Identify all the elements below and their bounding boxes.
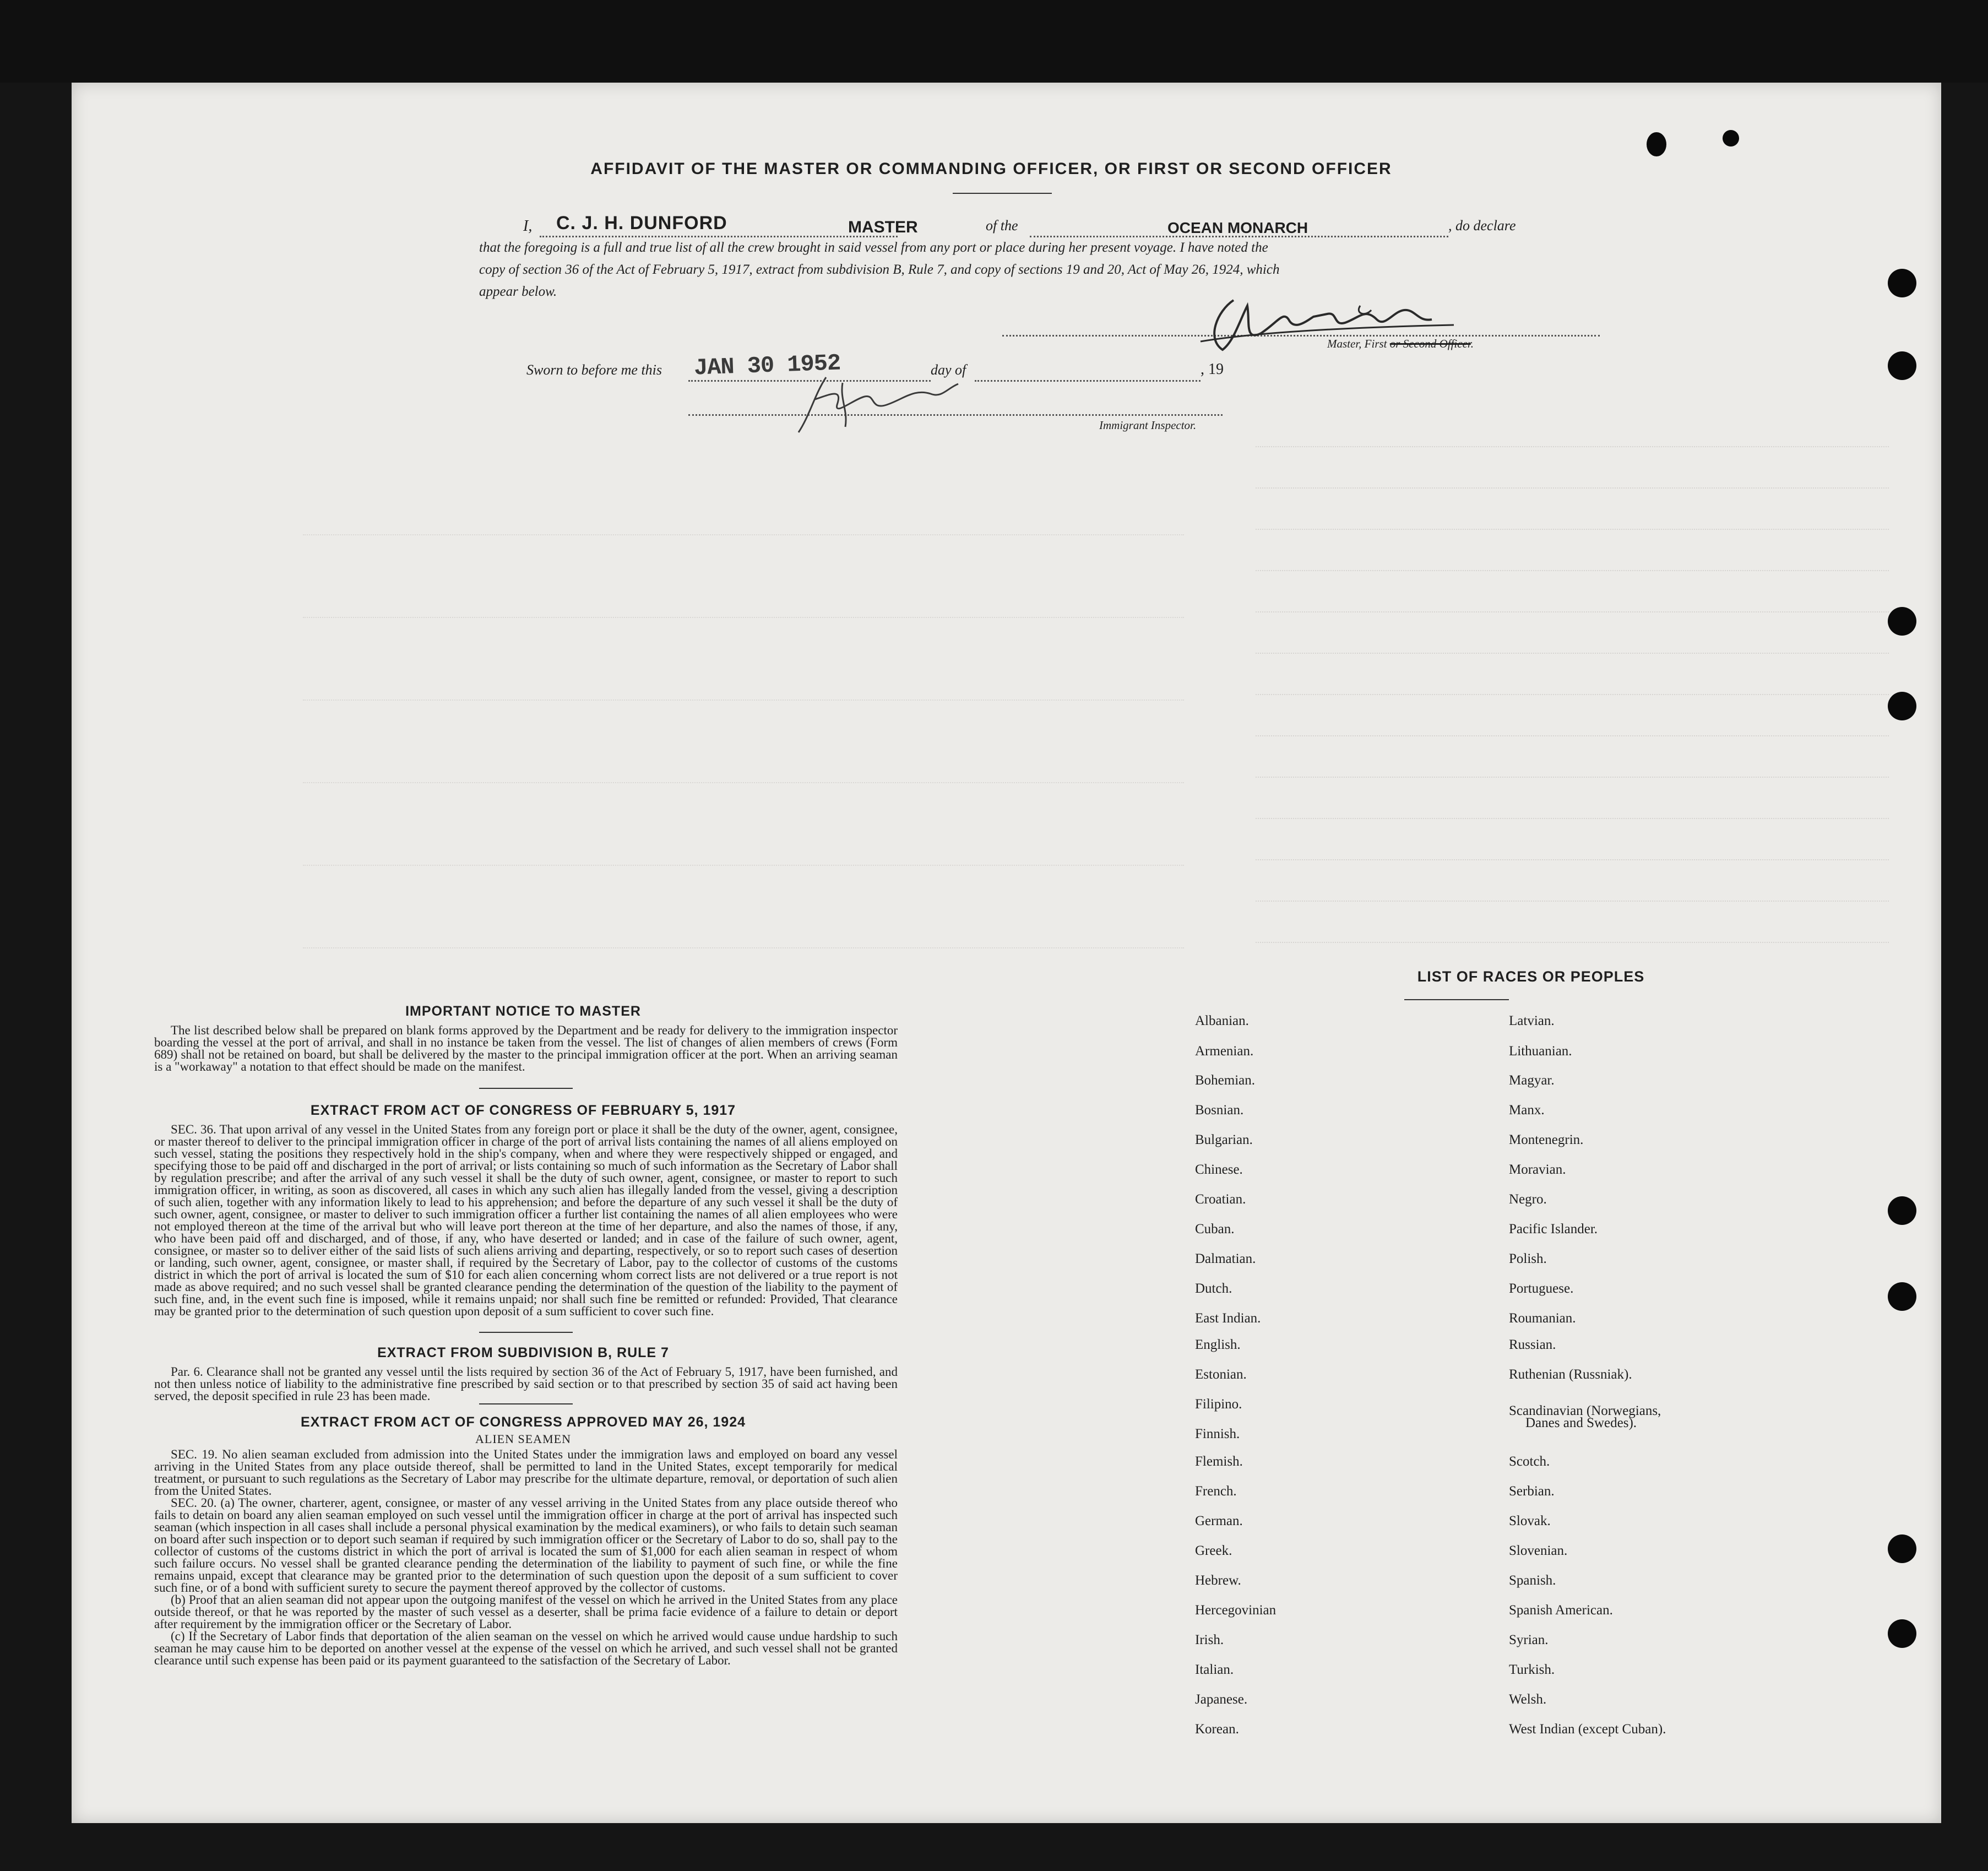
race-item: Finnish. <box>1195 1427 1240 1441</box>
race-item: Serbian. <box>1509 1484 1555 1499</box>
caption-struck: or Second Officer <box>1389 337 1471 350</box>
race-item: East Indian. <box>1195 1311 1261 1326</box>
race-item: Japanese. <box>1195 1692 1248 1707</box>
race-item: English. <box>1195 1337 1241 1352</box>
race-item: Spanish. <box>1509 1573 1556 1588</box>
race-item: Spanish American. <box>1509 1603 1613 1618</box>
date-stamp: JAN 30 1952 <box>693 350 841 382</box>
race-item: Polish. <box>1509 1251 1547 1266</box>
extract-1917-body <box>154 1124 898 1317</box>
punch-hole <box>1888 692 1916 720</box>
race-item: Bulgarian. <box>1195 1132 1253 1147</box>
race-item: Italian. <box>1195 1662 1234 1677</box>
race-item: Irish. <box>1195 1633 1224 1647</box>
day-of-label: day of <box>931 362 966 378</box>
race-item: German. <box>1195 1514 1243 1528</box>
punch-hole <box>1888 1619 1916 1648</box>
year-label: , 19 <box>1201 361 1224 378</box>
race-item: Bohemian. <box>1195 1073 1256 1088</box>
affidavit-pronoun: I, <box>523 218 533 235</box>
divider <box>953 193 1052 194</box>
extract-1924-title: EXTRACT FROM ACT OF CONGRESS APPROVED MAY 26, 1924 <box>300 1414 746 1430</box>
vessel-name: OCEAN MONARCH <box>1167 219 1308 236</box>
race-item: Montenegrin. <box>1509 1132 1584 1147</box>
extract-rule7-body <box>154 1366 898 1402</box>
divider <box>479 1088 573 1089</box>
race-item: Scandinavian (Norwegians, <box>1509 1403 1661 1418</box>
race-item: Dalmatian. <box>1195 1251 1256 1266</box>
signature-caption <box>1327 337 1474 351</box>
officer-name: C. J. H. DUNFORD <box>556 213 727 234</box>
race-item: West Indian (except Cuban). <box>1509 1722 1666 1737</box>
race-item: Welsh. <box>1509 1692 1547 1707</box>
do-declare-label: , do declare <box>1448 218 1516 234</box>
document-page <box>72 83 1941 1823</box>
section-20b-text: (b) Proof that an alien seaman did not appear upon the outgoing manifest of the vessel on which he arrived in the United States from any place outside thereof, or that he was reported by the master of such vessel as a deserter, shall be prima facie evidence of a failure to detain or deport after requirement by the immigration officer or the Secretary of Labor. <box>154 1593 898 1631</box>
section-20c-text: (c) If the Secretary of Labor finds that deportation of the alien seaman on the vessel on which he arrived would cause undue hardship to such seaman he may cause him to be deported on another vessel at the expense of the vessel on which he arrived, and such vessel shall not be granted clearance until such expense has been paid or its payment guaranteed to the satisfaction of the Secretary of Labor. <box>154 1629 898 1667</box>
race-item: Negro. <box>1509 1192 1547 1207</box>
race-item: Armenian. <box>1195 1044 1254 1059</box>
punch-hole <box>1888 607 1916 636</box>
punch-hole <box>1723 130 1739 147</box>
inspector-signature <box>793 372 969 438</box>
race-item: Korean. <box>1195 1722 1239 1737</box>
affidavit-line-2: that the foregoing is a full and true list of all the crew brought in said vessel from any port or place during her present voyage. I have noted the <box>479 240 1268 255</box>
race-item: Albanian. <box>1195 1013 1249 1028</box>
punch-hole <box>1888 1282 1916 1311</box>
affidavit-title: AFFIDAVIT OF THE MASTER OR COMMANDING OFFICER, OR FIRST OR SECOND OFFICER <box>590 160 1392 178</box>
extract-1924-body <box>154 1449 898 1667</box>
extract-1917-title: EXTRACT FROM ACT OF CONGRESS OF FEBRUARY 5, 1917 <box>310 1103 736 1118</box>
notice-body <box>154 1024 898 1073</box>
race-item: French. <box>1195 1484 1237 1499</box>
officer-rank: MASTER <box>848 218 918 236</box>
affidavit-line-4: appear below. <box>479 284 557 299</box>
divider <box>479 1403 573 1404</box>
notice-paragraph: The list described below shall be prepared on blank forms approved by the Department and be ready for delivery to the immigration inspector boarding the vessel at the port of arrival, and shall in no instance be taken from the vessel. The list of changes of alien members of crews (Form 689) shall not be retained on board, but shall be delivered by the master to the principal immigration officer at the port. When an arriving seaman is a "workaway" a notation to that effect should be made on the manifest. <box>154 1023 898 1073</box>
race-item: Danes and Swedes). <box>1525 1416 1637 1430</box>
rule7-text: Par. 6. Clearance shall not be granted any vessel until the lists required by section 36 of the Act of February 5, 1917, have been furnished, and not then unless notice of liability to the administrative fine prescribed by said section or to that prescribed by section 35 of said act having been served, the deposit specified in rule 23 has been made. <box>154 1365 898 1403</box>
race-item: Greek. <box>1195 1543 1232 1558</box>
race-item: Hercegovinian <box>1195 1603 1277 1618</box>
caption-period: . <box>1470 337 1474 350</box>
alien-seamen-subtitle: ALIEN SEAMEN <box>475 1432 571 1446</box>
race-item: Russian. <box>1509 1337 1556 1352</box>
punch-hole <box>1888 269 1916 297</box>
race-item: Flemish. <box>1195 1454 1243 1469</box>
extract-rule7-title: EXTRACT FROM SUBDIVISION B, RULE 7 <box>377 1345 669 1360</box>
of-the-label: of the <box>986 218 1018 234</box>
race-item: Latvian. <box>1509 1013 1555 1028</box>
race-item: Dutch. <box>1195 1281 1232 1296</box>
race-item: Turkish. <box>1509 1662 1555 1677</box>
punch-hole <box>1647 132 1666 156</box>
affidavit-line-3: copy of section 36 of the Act of February 5, 1917, extract from subdivision B, Rule 7, and copy of sections 19 and 20, Act of May 26, 1924, which <box>479 262 1280 277</box>
race-item: Portuguese. <box>1509 1281 1574 1296</box>
race-item: Lithuanian. <box>1509 1044 1572 1059</box>
race-item: Roumanian. <box>1509 1311 1576 1326</box>
divider <box>1404 999 1509 1000</box>
inspector-caption: Immigrant Inspector. <box>1099 419 1197 432</box>
race-item: Hebrew. <box>1195 1573 1241 1588</box>
race-item: Chinese. <box>1195 1162 1243 1177</box>
race-item: Slovenian. <box>1509 1543 1568 1558</box>
caption-master-first: Master, First <box>1327 337 1387 350</box>
name-line <box>540 236 898 237</box>
race-item: Moravian. <box>1509 1162 1566 1177</box>
race-item: Scotch. <box>1509 1454 1550 1469</box>
race-item: Croatian. <box>1195 1192 1246 1207</box>
notice-title: IMPORTANT NOTICE TO MASTER <box>405 1004 641 1019</box>
race-item: Magyar. <box>1509 1073 1555 1088</box>
race-item: Ruthenian (Russniak). <box>1509 1367 1632 1382</box>
race-item: Syrian. <box>1509 1633 1549 1647</box>
punch-hole <box>1888 351 1916 380</box>
race-item: Cuban. <box>1195 1222 1235 1237</box>
punch-hole <box>1888 1196 1916 1225</box>
divider <box>479 1332 573 1333</box>
race-item: Manx. <box>1509 1103 1545 1118</box>
section-19-text: SEC. 19. No alien seaman excluded from admission into the United States under the immigration laws and employed on board any vessel arriving in the United States from any place outside thereof, shall be permitted to land in the United States, except temporarily for medical treatment, or pursuant to such regulations as the Secretary of Labor may prescribe for the ultimate departure, removal, or deportation of such alien from the United States. <box>154 1447 898 1498</box>
race-item: Slovak. <box>1509 1514 1551 1528</box>
race-item: Bosnian. <box>1195 1103 1244 1118</box>
section-20a-text: SEC. 20. (a) The owner, charterer, agent, consignee, or master of any vessel arriving in the United States from any place outside thereof who fails to detain on board any alien seaman employed on such vessel until the immigration officer in charge at the port of arrival has inspected such seaman (which inspection in all cases shall include a personal physical examination by the medical examiners), or who fails to detain such seaman on board after such inspection or to deport such seaman if required by such immigration officer or the Secretary of Labor to do so, shall pay to the collector of customs of the customs district in which the port of arrival is located the sum of $1,000 for each alien seaman in respect of whom such failure occurs. No vessel shall be granted clearance pending the determination of the liability to payment of such fine, or while the fine remains unpaid, except that clearance may be granted prior to the determination of such question upon the deposit of a sum sufficient to cover such fine, or of a bond with sufficient surety to secure the payment thereof approved by the collector of customs. <box>154 1496 898 1595</box>
month-line <box>975 380 1201 382</box>
punch-hole <box>1888 1534 1916 1563</box>
race-item: Filipino. <box>1195 1397 1242 1412</box>
race-item: Pacific Islander. <box>1509 1222 1598 1237</box>
sworn-label: Sworn to before me this <box>526 362 662 378</box>
scan-background <box>0 0 1988 83</box>
section-36-text: SEC. 36. That upon arrival of any vessel in the United States from any foreign port or place it shall be the duty of the owner, agent, consignee, or master thereof to deliver to the principal immigration officer in charge of the port of arrival lists containing the names of all aliens employed on such vessel, stating the positions they respectively hold in the ship's company, when and where they were respectively shipped or engaged, and specifying those to be paid off and discharged in the port of arrival; or lists containing so much of such information as the Secretary of Labor shall by regulation prescribe; and after the arrival of any such vessel it shall be the duty of such owner, agent, consignee, or master to report to such immigration officer, in writing, as soon as discovered, all cases in which any such alien has illegally landed from the vessel, giving a description of such alien, together with any information likely to lead to his apprehension; and before the departure of any such vessel it shall be the duty of such owner, agent, consignee, or master to deliver to such immigration officer a further list containing the names of all alien employees who were not employed thereon at the time of the arrival but who will leave port thereon at the time of her departure, and also the names of those, if any, who have been paid off and discharged, and of those, if any, who have deserted or landed; and in case of the failure of such owner, agent, consignee, or master so to deliver either of the said lists of such aliens arriving and departing, respectively, or so to report such cases of desertion or landing, such owner, agent, consignee, or master shall, if required by the Secretary of Labor, pay to the collector of customs of the customs district in which the port of arrival is located the sum of $10 for each alien concerning whom correct lists are not delivered or a true report is not made as above required; and no such vessel shall be granted clearance pending the determination of the question of the liability to the payment of such fine, and, in the event such fine is imposed, while it remains unpaid; nor shall such fine be remitted or refunded: Provided, That clearance may be granted prior to the determination of such question upon deposit of a sum sufficient to cover such fine. <box>154 1122 898 1318</box>
races-title: LIST OF RACES OR PEOPLES <box>1417 968 1645 985</box>
race-item: Estonian. <box>1195 1367 1247 1382</box>
